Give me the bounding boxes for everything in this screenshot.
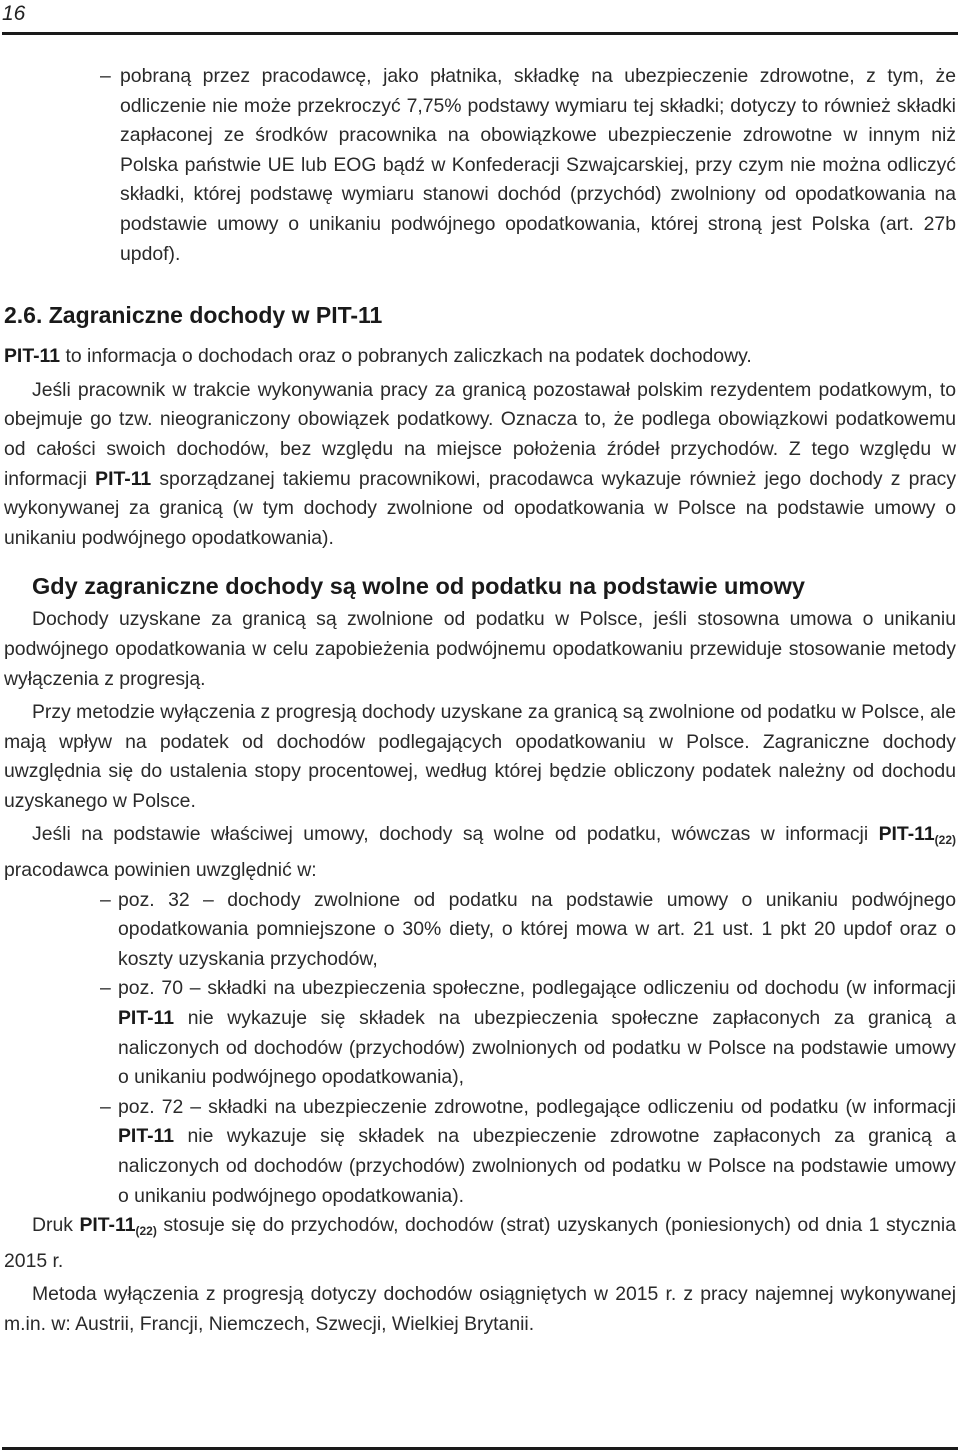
page-number: 16 [2, 2, 26, 25]
paragraph-resident [4, 376, 956, 554]
list-item-text: pobraną przez pracodawcę, jako płatnika, składkę na ubezpieczenie zdrowotne, z tym, że odliczenie nie może przekroczyć 7,75% podstawy wymiaru tej składki; dotyczy to również składki zapłaconej ze środków pracownika na obowiązkowe ubezpieczenie zdrowotne w innym niż Polska państwie UE lub EOG bądź w Konfederacji Szwajcarskiej, przy czym nie można odliczyć składki, której podstawę wymiaru stanowi dochód (przychód) zwolniony od opodatkowania na podstawie umowy o unikaniu podwójnego opodatkowania, której stroną jest Polska (art. 27b updof). [120, 65, 956, 265]
paragraph-countries: Metoda wyłączenia z progresją dotyczy dochodów osiągniętych w 2015 r. z pracy najemnej wykonywanej m.in. w: Austrii, Francji, Niemczech, Szwecji, Wielkiej Brytanii. [4, 1283, 956, 1335]
list-item-text: nie wykazuje się składek na ubezpieczenia społeczne zapłaconych za granicą a naliczonych od dochodów (przychodów) zwolnionych od podatku w Polsce na podstawie umowy o unikaniu podwójnego opodatkowania), [118, 1007, 956, 1089]
list-item-text: poz. 32 – dochody zwolnione od podatku na podstawie umowy o unikaniu podwójnego opodatkowania pomniejszone o 30% diety, o której mowa w art. 21 ust. 1 pkt 20 updof oraz o koszty uzyskania przychodów, [118, 888, 956, 970]
section-heading: 2.6. Zagraniczne dochody w PIT-11 [4, 302, 383, 329]
paragraph-applies [4, 1211, 956, 1276]
list-dash: – [100, 1095, 111, 1118]
list-dash: – [100, 888, 111, 911]
list-dash: – [100, 977, 111, 1000]
paragraph-text: to informacja o dochodach oraz o pobranych zaliczkach na podatek dochodowy. [60, 345, 752, 368]
term-pit11: PIT-11 [118, 1007, 175, 1030]
subheading: Gdy zagraniczne dochody są wolne od podatku na podstawie umowy [32, 573, 805, 600]
paragraph-progression: Przy metodzie wyłączenia z progresją dochody uzyskane za granicą są zwolnione od podatku w Polsce, ale mają wpływ na podatek od dochodów podlegających opodatkowaniu w Polsce. Zagraniczne dochody uwzględnia się do ustalenia stopy procentowej, według której będzie obliczony podatek należny od dochodu uzyskanego w Polsce. [4, 701, 956, 812]
paragraph-pit11-definition [4, 342, 956, 372]
paragraph-exemption: Dochody uzyskane za granicą są zwolnione od podatku w Polsce, jeśli stosowna umowa o unikaniu podwójnego opodatkowania w celu zapobieżenia podwójnemu opodatkowaniu przewiduje stosowanie metody wyłączenia z progresją. [4, 608, 956, 690]
term-pit11: PIT-11 [4, 345, 61, 368]
list-item-text: poz. 72 – składki na ubezpieczenie zdrowotne, podlegające odliczeniu od podatku (w informacji [118, 1095, 956, 1118]
paragraph-text: sporządzanej takiemu pracownikowi, pracodawca wykazuje również jego dochody z pracy wykonywanej za granicą (w tym dochody zwolnione od opodatkowania w Polsce na podstawie umowy o unikaniu podwójnego opodatkowania). [4, 467, 957, 549]
list-item [4, 1093, 956, 1211]
paragraph-text: Jeśli na podstawie właściwej umowy, dochody są wolne od podatku, wówczas w informacji [32, 823, 879, 846]
header-rule [2, 32, 958, 35]
form-version: (22) [934, 833, 956, 848]
list-dash: – [100, 65, 111, 87]
paragraph-text: Jeśli pracownik w trakcie wykonywania pracy za granicą pozostawał polskim rezydentem podatkowym, to obejmuje go tzw. nieograniczony obowiązek podatkowy. Oznacza to, że podlega obowiązkowi podatkowemu od całości swoich dochodów, bez względu na miejsce położenia źródeł przychodów. Z tego względu w informacji [4, 378, 956, 490]
term-pit11: PIT-11 [95, 467, 152, 490]
intro-list-item [4, 62, 956, 269]
paragraph-text: pracodawca powinien uwzględnić w: [4, 859, 317, 882]
term-pit11: PIT-11 [79, 1214, 136, 1237]
paragraph-text: Druk [32, 1214, 80, 1237]
paragraph-include [4, 820, 956, 885]
term-pit11: PIT-11 [878, 823, 935, 846]
footer-rule [2, 1447, 958, 1450]
list-item [4, 886, 956, 975]
list-item-text: poz. 70 – składki na ubezpieczenia społeczne, podlegające odliczeniu od dochodu (w informacji [118, 977, 956, 1000]
list-item-text: nie wykazuje się składek na ubezpieczenie zdrowotne zapłaconych za granicą a naliczonych od dochodów (przychodów) zwolnionych od podatku w Polsce na podstawie umowy o unikaniu podwójnego opodatkowania). [118, 1125, 956, 1207]
list-item [4, 974, 956, 1092]
page-body [4, 62, 956, 1340]
paragraph-text: stosuje się do przychodów, dochodów (strat) uzyskanych (poniesionych) od dnia 1 stycznia 2015 r. [4, 1214, 957, 1272]
form-version: (22) [135, 1224, 157, 1239]
term-pit11: PIT-11 [118, 1125, 175, 1148]
